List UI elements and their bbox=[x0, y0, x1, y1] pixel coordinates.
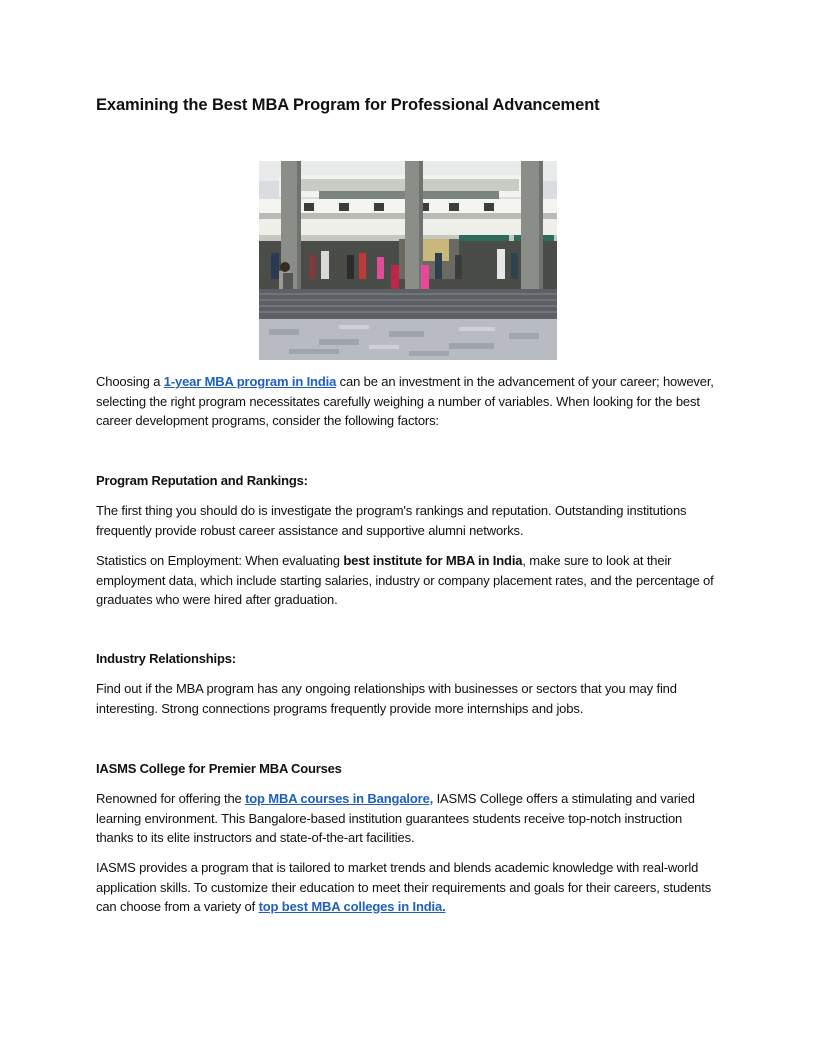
industry-paragraph: Find out if the MBA program has any ongoing relationships with businesses or sectors that you may find interesting. Strong connections programs frequently provide more internships and jobs. bbox=[96, 681, 677, 716]
intro-text-post: can be an investment in the advancement of your career; however, selecting the right program necessitates carefully weighing a number of variables. When looking for the best career development programs, consider the following factors: bbox=[96, 374, 714, 428]
section-heading-iasms: IASMS College for Premier MBA Courses bbox=[96, 761, 342, 776]
iasms-text-post: IASMS College offers a stimulating and varied learning environment. This Bangalore-based institution guarantees students receive top-notch instruction thanks to its elite instructors and state-of-the-art facilities. bbox=[96, 791, 695, 845]
employment-text-pre: Statistics on Employment: When evaluating bbox=[96, 553, 344, 568]
iasms-text-pre: Renowned for offering the bbox=[96, 791, 246, 806]
iasms-paragraph-2 bbox=[96, 858, 720, 917]
iasms-program-text: IASMS provides a program that is tailored to market trends and blends academic knowledge with real-world application skills. To customize their education to meet their requirements and goals for their careers, students can choose from a variety of bbox=[96, 860, 712, 914]
intro-text-pre: Choosing a bbox=[96, 374, 164, 389]
best-institute-bold: best institute for MBA in India bbox=[343, 553, 523, 568]
employment-text-post: , make sure to look at their employment data, which include starting salaries, industry or company placement rates, and the percentage of graduates who were hired after graduation. bbox=[96, 553, 714, 607]
employment-paragraph bbox=[96, 551, 720, 610]
reputation-paragraph: The first thing you should do is investigate the program's rankings and reputation. Outstanding institutions frequently provide robust career assistance and supportive alumni networks. bbox=[96, 503, 687, 538]
document-title: Examining the Best MBA Program for Professional Advancement bbox=[96, 96, 600, 114]
link-top-mba-bangalore[interactable]: top MBA courses in Bangalore, bbox=[245, 791, 434, 806]
college-photo bbox=[259, 161, 557, 360]
section-heading-industry: Industry Relationships: bbox=[96, 651, 236, 666]
intro-paragraph bbox=[96, 372, 720, 431]
iasms-paragraph-1 bbox=[96, 789, 720, 848]
section-heading-reputation: Program Reputation and Rankings: bbox=[96, 473, 308, 488]
link-1-year-mba[interactable]: 1-year MBA program in India bbox=[163, 374, 337, 389]
link-top-best-mba-colleges[interactable]: top best MBA colleges in India. bbox=[258, 899, 446, 914]
